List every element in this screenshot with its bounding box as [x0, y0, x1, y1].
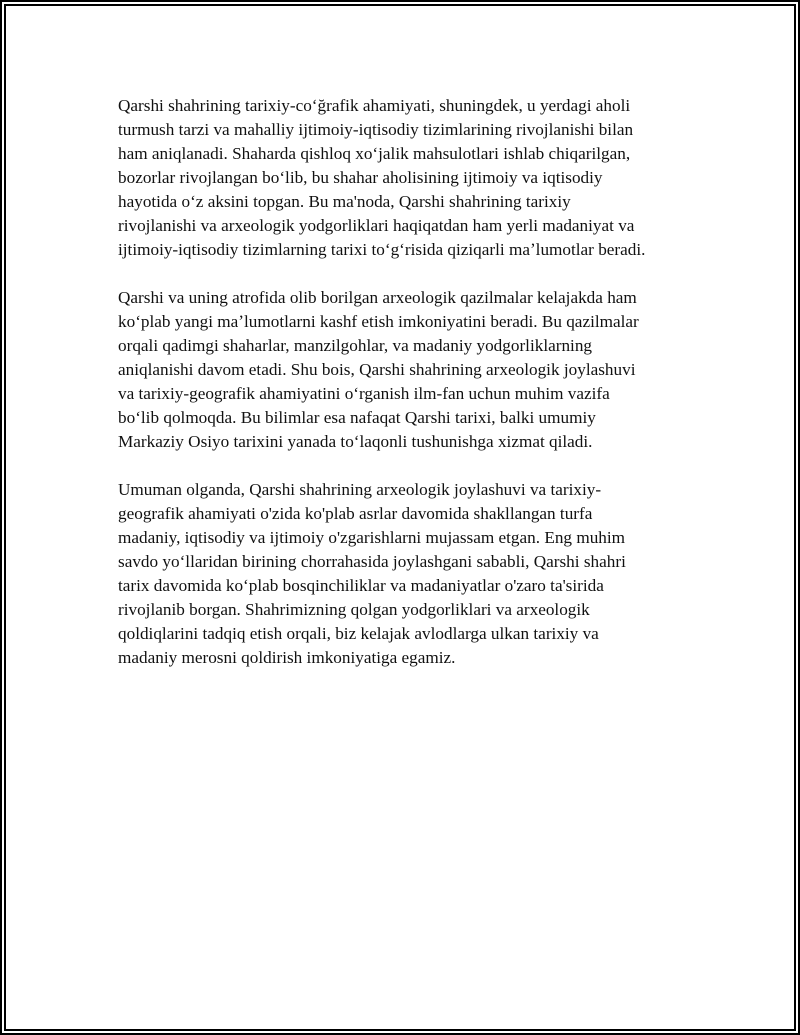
paragraph-3: Umuman olganda, Qarshi shahrining arxeologik joylashuvi va tarixiy- geografik ahamiyati o'zida ko'plab asrlar davomida shakllangan turfa madaniy, iqtisodiy va ijtimoiy o'zgarishlarni mujassam etgan. Eng muhim savdo yoʻllaridan birining chorrahasida joylashgani sababli, Qarshi shahri tarix davomida koʻplab bosqinchiliklar va madaniyatlar o'zaro ta'sirida rivojlanib borgan. Shahrimizning qolgan yodgorliklari va arxeologik qoldiqlarini tadqiq etish orqali, biz kelajak avlodlarga ulkan tarixiy va madaniy merosni qoldirish imkoniyatiga egamiz.	[118, 480, 626, 667]
paragraph-2: Qarshi va uning atrofida olib borilgan arxeologik qazilmalar kelajakda ham koʻplab yangi maʼlumotlarni kashf etish imkoniyatini beradi. Bu qazilmalar orqali qadimgi shaharlar, manzilgohlar, va madaniy yodgorliklarning aniqlanishi davom etadi. Shu bois, Qarshi shahrining arxeologik joylashuvi va tarixiy-geografik ahamiyatini oʻrganish ilm-fan uchun muhim vazifa boʻlib qolmoqda. Bu bilimlar esa nafaqat Qarshi tarixi, balki umumiy Markaziy Osiyo tarixini yanada toʻlaqonli tushunishga xizmat qiladi.	[118, 288, 639, 451]
paragraph-1: Qarshi shahrining tarixiy-coʻğrafik ahamiyati, shuningdek, u yerdagi aholi turmush tarzi va mahalliy ijtimoiy-iqtisodiy tizimlarining rivojlanishi bilan ham aniqlanadi. Shaharda qishloq xoʻjalik mahsulotlari ishlab chiqarilgan, bozorlar rivojlangan boʻlib, bu shahar aholisining ijtimoiy va iqtisodiy hayotida oʻz aksini topgan. Bu ma'noda, Qarshi shahrining tarixiy rivojlanishi va arxeologik yodgorliklari haqiqatdan ham yerli madaniyat va ijtimoiy-iqtisodiy tizimlarning tarixi toʻgʻrisida qiziqarli maʼlumotlar beradi.	[118, 96, 646, 259]
document-body	[118, 94, 698, 694]
